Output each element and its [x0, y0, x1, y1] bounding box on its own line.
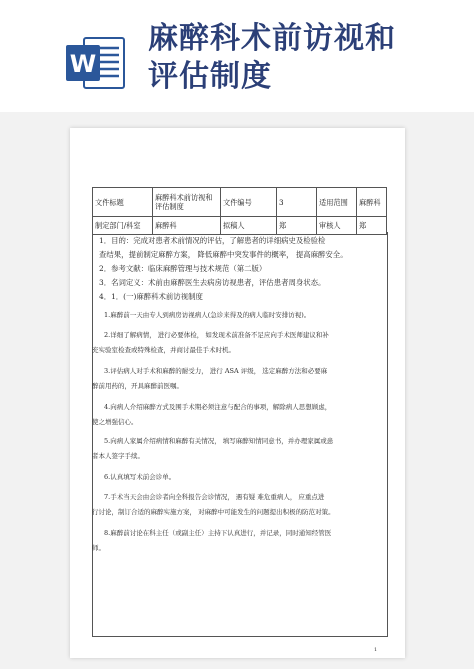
page-number: 1 — [374, 647, 378, 653]
text-line: 8.麻醉前讨论在科主任（或副主任）主持下认真进行，并记录，同时通知经管医 — [104, 529, 332, 537]
section-heading — [92, 290, 386, 304]
table-cell-line: 麻醉科术前访视和 — [155, 193, 213, 202]
table-cell-line: 评估制度 — [155, 202, 184, 211]
document-title-line-2: 评估制度 — [148, 59, 272, 94]
text-line: 醉前用药的，开具麻醉前医嘱。 — [92, 381, 183, 390]
text-line: 4．1．(一)麻醉科术前访视制度 — [99, 292, 203, 301]
list-item — [92, 434, 386, 463]
table-cell: 文件编号 — [221, 188, 277, 217]
table-cell: 适用范围 — [317, 188, 357, 217]
list-item — [92, 364, 386, 393]
table-cell: 郑 — [357, 217, 387, 235]
text-line: 6.认真填写术前会诊单。 — [104, 473, 176, 481]
purpose-paragraph — [92, 234, 386, 262]
document-info-table — [92, 187, 387, 235]
table-cell: 制定部门/科室 — [93, 217, 153, 235]
table-cell: 3 — [277, 188, 317, 217]
text-line: 使之增强信心。 — [92, 417, 138, 426]
table-cell — [153, 188, 221, 217]
text-line: 1．目的：完成对患者术前情况的评估，了解患者的详细病史及检验检 — [99, 236, 326, 245]
text-line: 2．参考文献：临床麻醉管理与技术规范（第二版） — [99, 264, 267, 273]
header-banner — [0, 0, 474, 112]
text-line: 7.手术当天会由会诊者向全科报告会诊情况， 遇有疑 难危重病人， 应重点进 — [104, 493, 325, 501]
table-cell: 拟稿人 — [221, 217, 277, 235]
text-line: 充实验室检查或特殊检查，并商讨最佳手术时机。 — [92, 345, 235, 354]
text-line: 者本人签字手续。 — [92, 451, 144, 460]
list-item — [92, 400, 386, 429]
text-line: 师。 — [92, 543, 105, 552]
text-line: 1.麻醉前一天由专人到病房访视病人(急诊来得及的病人临时安排访视)。 — [104, 311, 311, 319]
list-item — [92, 526, 386, 555]
document-title — [148, 20, 464, 96]
text-line: 行讨论，制订合适的麻醉实施方案， 对麻醉中可能发生的问题提出积极的防范对策。 — [92, 507, 335, 516]
table-cell: 审核人 — [317, 217, 357, 235]
list-item — [92, 328, 386, 357]
document-title-line-1: 麻醉科术前访视和 — [148, 21, 396, 56]
text-line: 5.向病人家属介绍病情和麻醉有关情况， 填写麻醉知情同意书，并办理家属或患 — [104, 437, 334, 445]
references-paragraph — [92, 262, 386, 276]
text-line: 2.详细了解病情， 进行必要体检， 如发现术前准备不足应向手术医师建议和补 — [104, 331, 329, 339]
document-page — [70, 128, 405, 658]
table-cell: 麻醉科 — [357, 188, 387, 217]
list-item — [92, 470, 386, 485]
table-row — [93, 188, 387, 217]
text-line: 4.向病人介绍麻醉方式及围手术期必须注意与配合的事项，解除病人思想顾虑， — [104, 403, 332, 411]
table-cell: 文件标题 — [93, 188, 153, 217]
definitions-paragraph — [92, 276, 386, 290]
list-item — [92, 490, 386, 519]
svg-text:W: W — [69, 50, 97, 78]
list-item — [92, 308, 386, 323]
text-line: 3．名词定义：术前由麻醉医生去病房访视患者，评估患者周身状态。 — [99, 278, 326, 287]
text-line: 查结果，提前制定麻醉方案， 降低麻醉中突发事件的概率， 提高麻醉安全。 — [99, 250, 348, 259]
table-cell: 麻醉科 — [153, 217, 221, 235]
table-cell: 郑 — [277, 217, 317, 235]
text-line: 3.评估病人对手术和麻醉的耐受力， 进行 ASA 评级， 选定麻醉方法和必要麻 — [104, 367, 328, 375]
word-document-icon — [64, 34, 126, 92]
